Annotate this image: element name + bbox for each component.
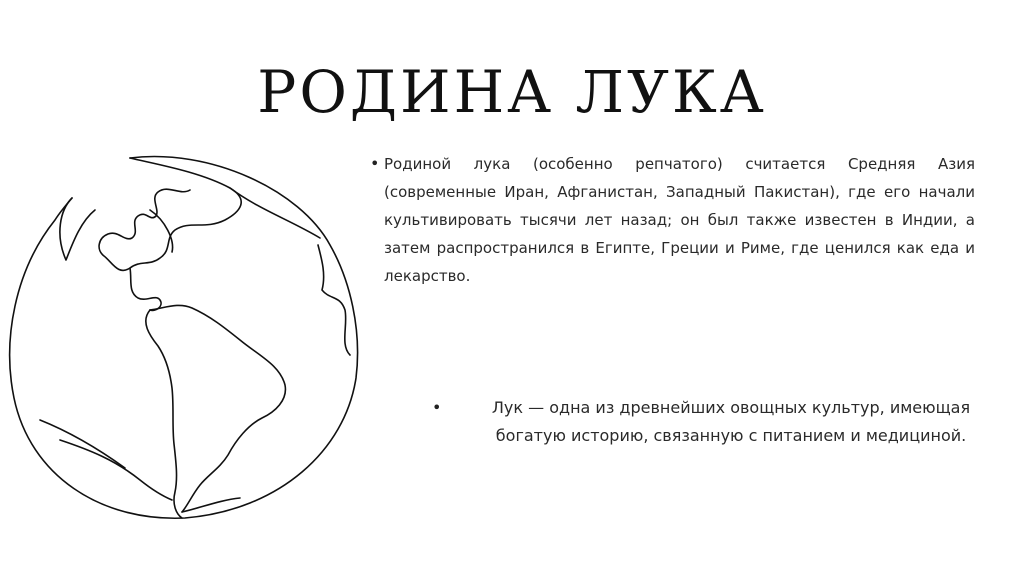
list-item <box>432 394 992 450</box>
list-item <box>370 150 975 290</box>
bullet-marker: • <box>432 398 442 417</box>
bullet-marker: • <box>370 154 380 173</box>
globe-line-art-icon <box>0 150 370 530</box>
bullet-list-secondary <box>432 394 992 450</box>
slide-title: РОДИНА ЛУКА <box>257 58 767 126</box>
bullet-list-primary <box>370 150 975 290</box>
bullet-text-origin: Родиной лука (особенно репчатого) считается Средняя Азия (современные Иран, Афганистан, Западный Пакистан), где его начали культивировать тысячи лет назад; он был также известен в Индии, а затем распространился в Египте, Греции и Риме, где ценился как еда и лекарство. <box>384 155 975 285</box>
bullet-text-history: Лук — одна из древнейших овощных культур, имеющая богатую историю, связанную с питанием и медициной. <box>491 398 971 445</box>
